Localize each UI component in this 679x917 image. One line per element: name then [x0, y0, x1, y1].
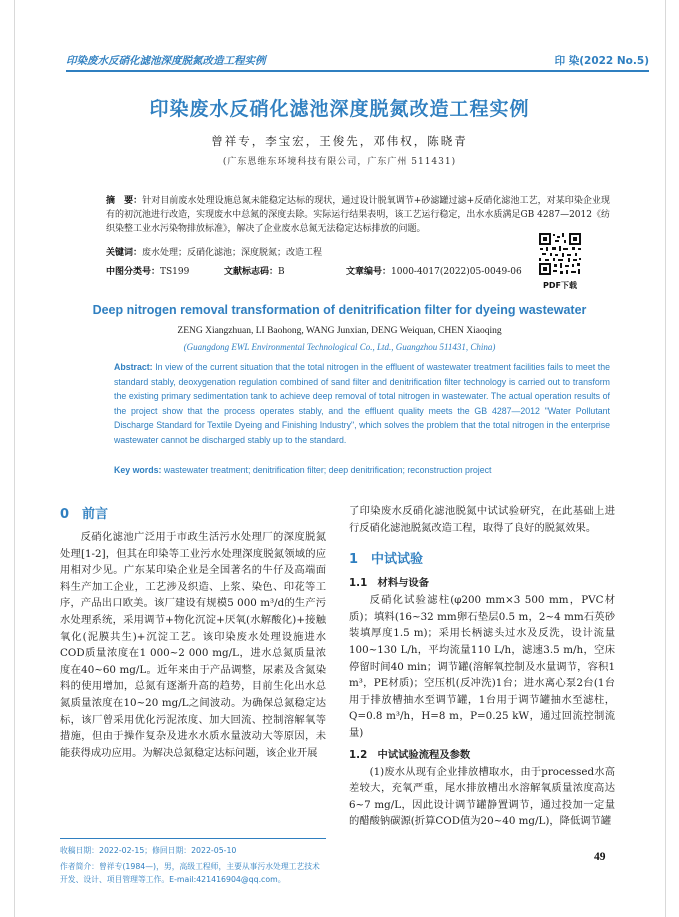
introduction-paragraph: 反硝化滤池广泛用于市政生活污水处理厂的深度脱氮处理[1-2]，但其在印染等工业污水处理深度脱氮领域的应用相对少见。广东某印染企业是全国著名的牛仔及高端面料生产加工企业，工艺涉及织造、上浆、染色、印花等工序，产品出口欧美。该厂建设有规模5 000 m³/d的生产污水处理系统，采用调节+物化沉淀+厌氧(水解酸化)+接触氧化(泥膜共生)+沉淀工艺。该印染废水处理设施进水COD质量浓度在1 000~2 000 mg/L，进水总氮质量浓度在40~60 mg/L。近年来由于产品调整，尿素及含氮染料的使用增加，总氮有逐渐升高的趋势，目前生化出水总氮质量浓度在10~20 mg/L之间波动。为确保总氮稳定达标，该厂曾采用优化污泥浓度、加大回流、控制溶解氧等措施，但由于操作复杂及进水水质水量波动大等原因，未能获得成功应用。为解决总氮稳定达标问题，该企业开展 — [60, 531, 326, 759]
page-number: 49 — [594, 851, 606, 863]
document-code: 文献标志码：B — [224, 267, 285, 277]
title-chinese: 印染废水反硝化滤池深度脱氮改造工程实例 — [149, 98, 530, 120]
section-heading-introduction: 0 前言 — [60, 507, 109, 522]
title-english: Deep nitrogen removal transformation of denitrification filter for dyeing wastewater — [92, 303, 587, 317]
running-head-title: 印染废水反硝化滤池深度脱氮改造工程实例 — [66, 55, 266, 67]
abstract-chinese-text: 针对目前废水处理设施总氮未能稳定达标的现状，通过设计脱氧调节+砂滤罐过滤+反硝化滤池工艺，对某印染企业现有的初沉池进行改造，实现废水中总氮的深度去除。实际运行结果表明，该工艺运行稳定，出水水质满足GB 4287—2012《纺织染整工业水污染物排放标准》，解决了企业废水总氮无法稳定达标排放的问题。 — [106, 196, 610, 234]
abstract-chinese-label: 摘 要： — [106, 196, 143, 206]
authors-chinese: 曾祥专，李宝宏，王俊先，邓伟权，陈晓青 — [211, 134, 468, 148]
keywords-english-text: wastewater treatment; denitrification filter; deep denitrification; reconstruction project — [161, 465, 492, 475]
abstract-english-text: In view of the current situation that the total nitrogen in the effluent of wastewater treatment facilities fails to meet the standard stably, deoxygenation regulation combined of sand filter and denitrification filter technology is carried out to transform the existing primary sedimentation tank to achieve deep removal of total nitrogen in wastewater. The actual operation results of the project show that the process operates stably, and the effluent quality meets the GB 4287—2012 "Water Pollutant Discharge Standard for Textile Dyeing and Finishing Industry", which solves the problem that the total nitrogen in the enterprise wastewater cannot be discharged stably up to the standard. — [114, 362, 610, 445]
footnote-author-bio: 作者简介：曾祥专(1984—)，男，高级工程师，主要从事污水处理工艺技术开发、设计、项目管理等工作。E-mail:421416904@qq.com。 — [60, 862, 320, 884]
classification-row — [106, 264, 526, 278]
body-column-right — [349, 503, 615, 830]
authors-english: ZENG Xiangzhuan, LI Baohong, WANG Junxian, DENG Weiquan, CHEN Xiaoqing — [177, 326, 502, 336]
keywords-chinese-text: 废水处理；反硝化滤池；深度脱氮；改造工程 — [142, 248, 323, 258]
keywords-english-label: Key words: — [114, 465, 162, 475]
abstract-chinese — [106, 194, 610, 236]
clc-number: 中图分类号：TS199 — [106, 267, 190, 277]
keywords-chinese — [106, 245, 526, 258]
running-head — [66, 53, 649, 69]
body-column-left — [60, 503, 326, 761]
abstract-english — [114, 360, 610, 448]
running-head-journal: 印 染(2022 No.5) — [554, 55, 649, 67]
affiliation-chinese: (广东恩维东环境科技有限公司，广东广州 511431) — [222, 157, 457, 167]
materials-paragraph: 反硝化试验滤柱(φ200 mm×3 500 mm，PVC材质)；填料(16~32 mm卵石垫层0.5 m，2~4 mm石英砂装填厚度1.5 m)；采用长柄滤头过水及反洗，设计流量100~130 L/h，平均流量110 L/h，滤速3.5 m/h，空床停留时间40 min；调节罐(溶解氧控制及水量调节，容积1 m³，PE材质)；空压机(反冲洗)1台；进水离心泵2台(1台用于排放槽抽水至调节罐，1台用于调节罐抽水至滤柱，Q=0.8 m³/h，H=8 m，P=0.25 kW，通过回流控制流量) — [349, 594, 615, 739]
introduction-continuation: 了印染废水反硝化滤池脱氮中试试验研究，在此基础上进行反硝化滤池脱氮改造工程，取得了良好的脱氮效果。 — [349, 505, 615, 534]
process-paragraph: (1)废水从现有企业排放槽取水，由于processed水高差较大，充氧严重，尾水排放槽出水溶解氧质量浓度高达6~7 mg/L，因此设计调节罐静置调节，通过投加一定量的醋酸钠碳源(折算COD值为20~40 mg/L)，降低调节罐 — [349, 765, 615, 828]
subsection-heading-materials: 1.1 材料与设备 — [349, 577, 430, 590]
footnote-dates: 收稿日期：2022-02-15；修回日期：2022-05-10 — [60, 846, 237, 855]
qr-code-icon — [538, 232, 582, 276]
affiliation-english: (Guangdong EWL Environmental Technological Co., Ltd., Guangzhou 511431, China) — [183, 342, 496, 352]
pdf-download-qr-code[interactable] — [538, 232, 582, 276]
keywords-chinese-label: 关键词： — [106, 248, 143, 258]
article-number: 文章编号：1000-4017(2022)05-0049-06 — [346, 267, 522, 277]
pdf-download-label[interactable]: PDF下载 — [543, 281, 577, 290]
abstract-english-label: Abstract: — [114, 362, 153, 372]
running-head-rule — [66, 70, 649, 72]
keywords-english — [114, 465, 610, 475]
section-heading-pilot-test: 1 中试试验 — [349, 552, 424, 568]
subsection-heading-process: 1.2 中试试验流程及参数 — [349, 748, 471, 761]
footnote-rule — [60, 838, 326, 839]
